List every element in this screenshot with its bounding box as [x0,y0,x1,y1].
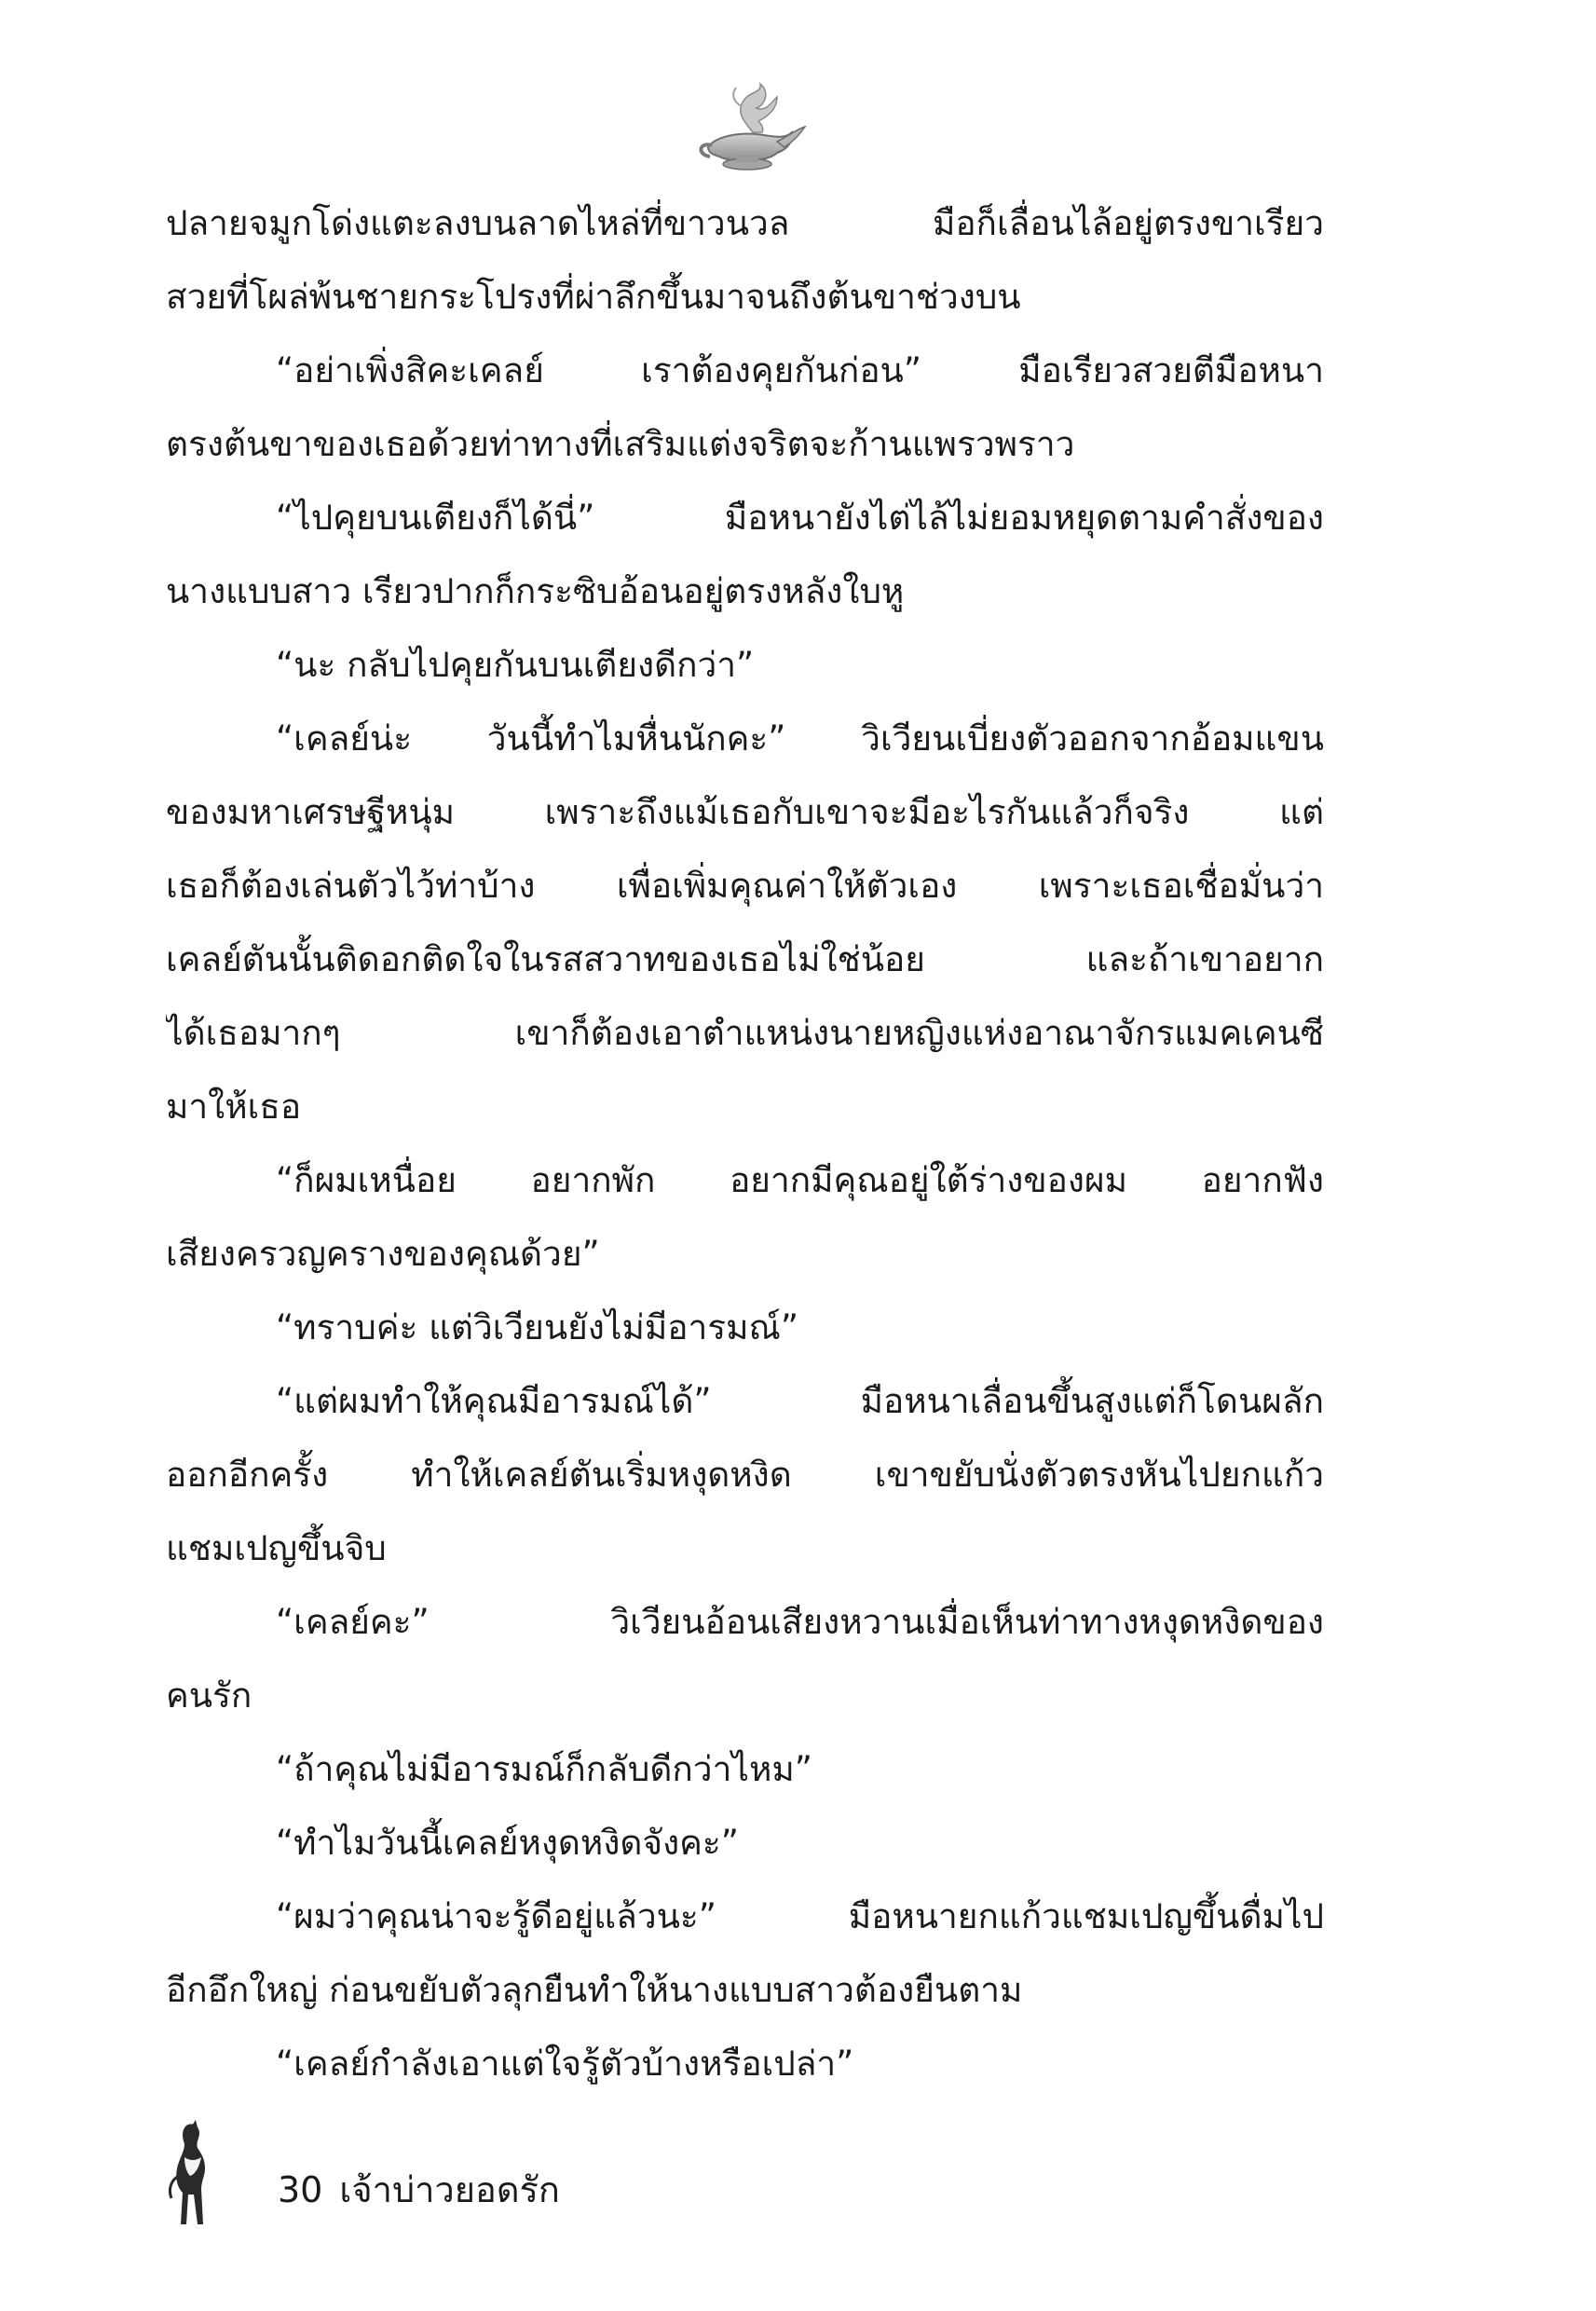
text-line: เธอก็ต้องเล่นตัวไว้ท่าบ้าง เพื่อเพิ่มคุณค่าให้ตัวเอง เพราะเธอเชื่อมั่นว่า [166,866,1324,906]
text-line: “ทำไมวันนี้เคลย์หงุดหงิดจังคะ” [276,1823,739,1863]
text-line: “นะ กลับไปคุยกันบนเตียงดีกว่า” [276,645,755,685]
magic-lamp-icon [688,75,809,177]
text-line: “ผมว่าคุณน่าจะรู้ดีอยู่แล้วนะ” มือหนายกแก้วแชมเปญขึ้นดื่มไป [276,1896,1324,1936]
text-line: แชมเปญขึ้นจิบ [166,1528,387,1568]
text-line: ได้เธอมากๆ เขาก็ต้องเอาตำแหน่งนายหญิงแห่งอาณาจักรแมคเคนซี [166,1013,1324,1053]
text-line: สวยที่โผล่พ้นชายกระโปรงที่ผ่าลึกขึ้นมาจนถึงต้นขาช่วงบน [166,277,1021,317]
text-line: ตรงต้นขาของเธอด้วยท่าทางที่เสริมแต่งจริตจะก้านแพรวพราว [166,424,1075,464]
text-line: นางแบบสาว เรียวปากก็กระซิบอ้อนอยู่ตรงหลังใบหู [166,571,905,611]
text-line: “ไปคุยบนเตียงก็ได้นี่” มือหนายังไต่ไล้ไม่ยอมหยุดตามคำสั่งของ [276,498,1324,538]
text-line: คนรัก [166,1675,252,1716]
text-line: ของมหาเศรษฐีหนุ่ม เพราะถึงแม้เธอกับเขาจะมีอะไรกันแล้วก็จริง แต่ [166,792,1324,832]
footer-text [278,2157,560,2222]
text-line: “เคลย์น่ะ วันนี้ทำไมหื่นนักคะ” วิเวียนเบี่ยงตัวออกจากอ้อมแขน [276,718,1324,759]
text-line: “อย่าเพิ่งสิคะเคลย์ เราต้องคุยกันก่อน” มือเรียวสวยตีมือหนา [276,350,1324,390]
text-line: “ก็ผมเหนื่อย อยากพัก อยากมีคุณอยู่ใต้ร่างของผม อยากฟัง [276,1160,1324,1200]
page-footer [158,2120,811,2232]
text-line: ปลายจมูกโด่งแตะลงบนลาดไหล่ที่ขาวนวล มือก็เลื่อนไล้อยู่ตรงขาเรียว [166,203,1324,243]
book-title: เจ้าบ่าวยอดรัก [339,2169,560,2210]
page-number: 30 [278,2169,323,2210]
text-line: “ทราบค่ะ แต่วิเวียนยังไม่มีอารมณ์” [276,1307,799,1347]
text-line: “ถ้าคุณไม่มีอารมณ์ก็กลับดีกว่าไหม” [276,1749,812,1789]
text-line: “เคลย์คะ” วิเวียนอ้อนเสียงหวานเมื่อเห็นท่าทางหงุดหงิดของ [276,1602,1324,1642]
body-text [166,186,1324,2100]
text-line: เคลย์ตันนั้นติดอกติดใจในรสสวาทของเธอไม่ใช่น้อย และถ้าเขาอยาก [166,939,1324,979]
horse-figure-icon [158,2120,224,2232]
text-line: มาให้เธอ [166,1087,302,1127]
text-line: เสียงครวญครางของคุณด้วย” [166,1234,600,1274]
text-line: “แต่ผมทำให้คุณมีอารมณ์ได้” มือหนาเลื่อนขึ้นสูงแต่ก็โดนผลัก [276,1381,1324,1421]
text-line: ออกอีกครั้ง ทำให้เคลย์ตันเริ่มหงุดหงิด เขาขยับนั่งตัวตรงหันไปยกแก้ว [166,1455,1324,1495]
text-line: “เคลย์กำลังเอาแต่ใจรู้ตัวบ้างหรือเปล่า” [276,2044,854,2084]
text-line: อีกอึกใหญ่ ก่อนขยับตัวลุกยืนทำให้นางแบบสาวต้องยืนตาม [166,1970,1023,2010]
